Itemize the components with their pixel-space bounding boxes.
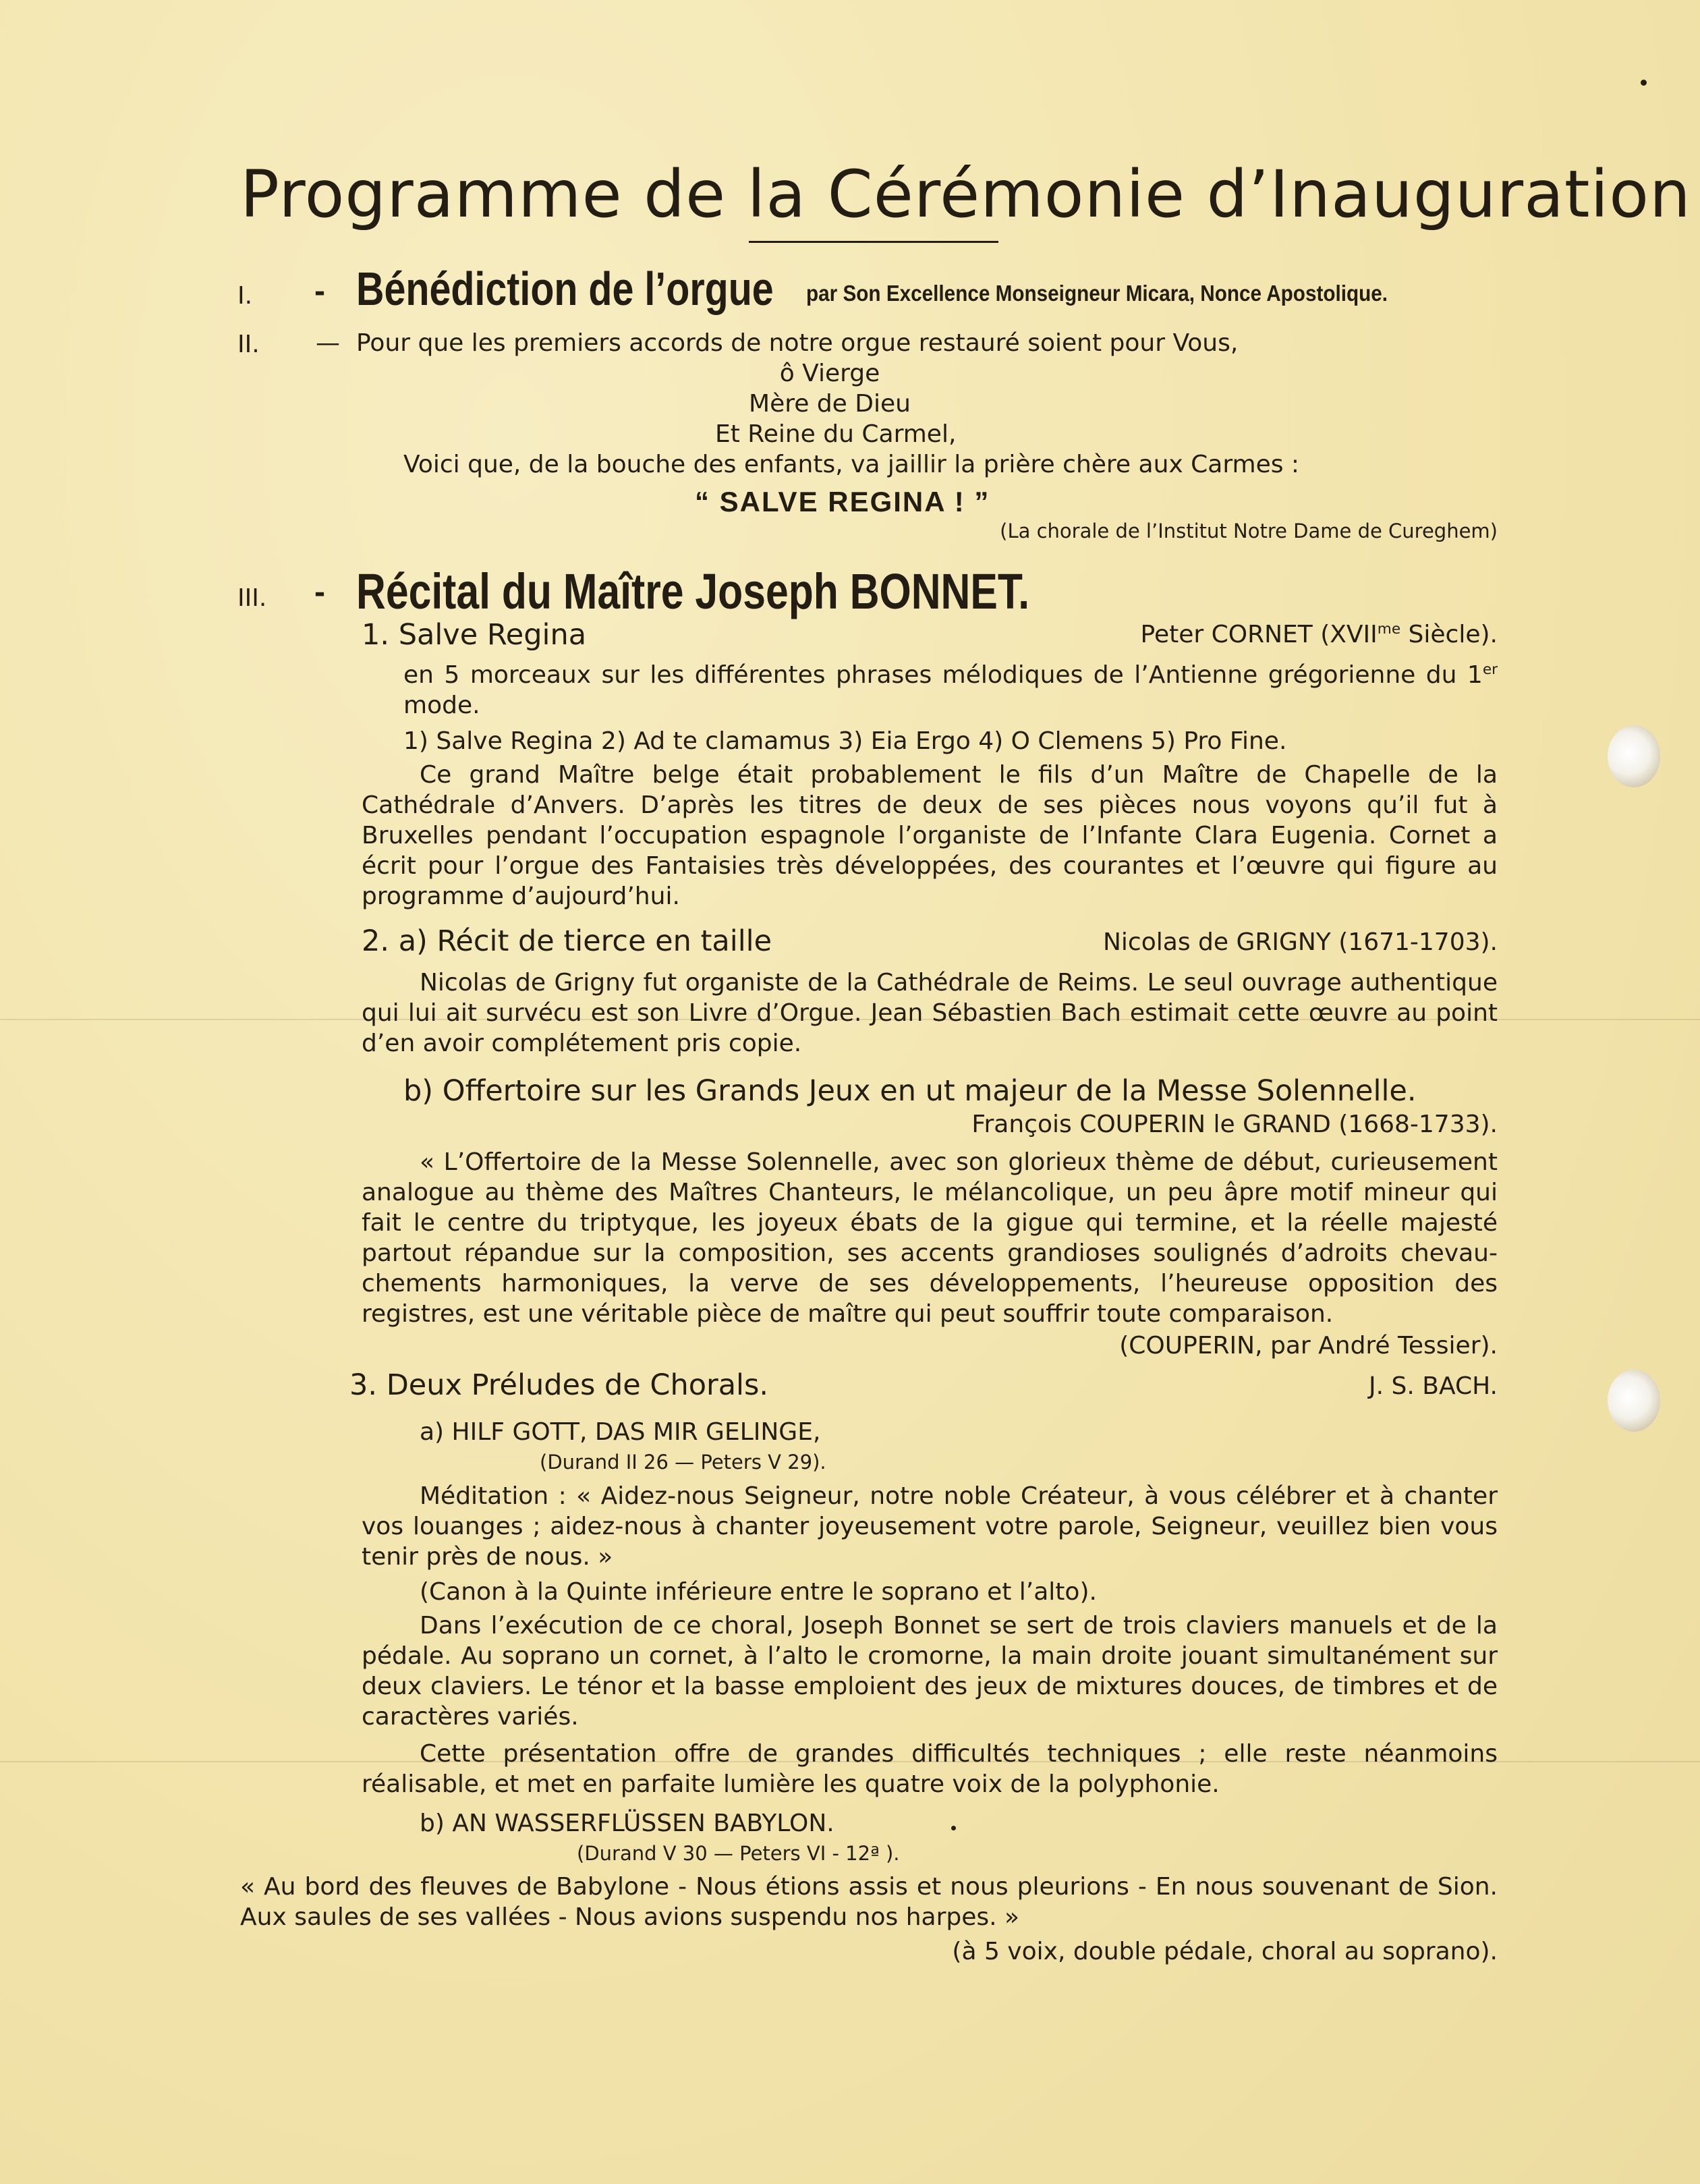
item-3a-execution: Dans l’exécution de ce choral, Joseph Bonnet se sert de trois claviers manuels et de la pédale. Au soprano un cornet, à l’alto le cromorne, la main droite jouant simultanément sur deux claviers. Le ténor et la basse emploient des jeux de mixtures douces, de timbres et de caractères variés. <box>362 1612 1498 1731</box>
item-1-movements: 1) Salve Regina 2) Ad te clamamus 3) Eia Ergo 4) O Clemens 5) Pro Fine. <box>403 727 1287 755</box>
punch-hole <box>1608 725 1660 787</box>
section-3-dash: - <box>314 574 325 610</box>
section-2-line-5: Voici que, de la bouche des enfants, va jaillir la prière chère aux Carmes : <box>403 451 1300 478</box>
section-1-subtitle: par Son Excellence Monseigneur Micara, Nonce Apostolique. <box>806 281 1388 306</box>
section-2-number: II. <box>237 331 260 358</box>
choir-credit: (La chorale de l’Institut Notre Dame de Cureghem) <box>1000 520 1498 542</box>
item-3b-quote: « Au bord des fleuves de Babylone - Nous étions assis et nous pleurions - En nous souvenant de Sion. Aux saules de ses vallées - Nous avions suspendu nos harpes. » <box>240 1873 1498 1931</box>
item-3a-meditation: Méditation : « Aidez-nous Seigneur, notre noble Créateur, à vous célébrer et à chanter vos louanges ; aidez-nous à chanter joyeusement votre parole, Seigneur, veuillez bien vous tenir près de nous. » <box>362 1482 1498 1571</box>
section-2-line-1: Pour que les premiers accords de notre orgue restauré soient pour Vous, <box>356 329 1239 357</box>
ink-dot <box>1641 80 1647 86</box>
item-3a-presentation: Cette présentation offre de grandes difficultés techniques ; elle reste néanmoins réalisable, et met en parfaite lumière les quatre voix de la polyphonie. <box>362 1740 1498 1798</box>
section-2-line-3: Mère de Dieu <box>749 390 911 418</box>
item-1-title: 1. Salve Regina <box>362 618 587 652</box>
item-1-composer: Peter CORNET ($XVII^{me}$ Siècle). <box>1140 621 1498 648</box>
item-3-title: 3. Deux Préludes de Chorals. <box>349 1368 769 1402</box>
section-3-heading: Récital du Maître Joseph BONNET. <box>356 563 1030 619</box>
title-underline <box>749 241 998 243</box>
section-2-line-2: ô Vierge <box>779 360 880 387</box>
item-2b-source: (COUPERIN, par André Tessier). <box>1119 1332 1498 1360</box>
item-1-note: Ce grand Maître belge était probablement le fils d’un Maître de Chapelle de la Cathédrale d’Anvers. D’après les titres de deux de ses pièces nous voyons qu’il fut à Bruxelles pendant l’occupation espagnole l’organiste de l’Infante Clara Eugenia. Cornet a écrit pour l’orgue des Fantaisies très développées, des courantes et l’œuvre qui figure au programme d’aujourd’hui. <box>362 761 1498 910</box>
item-2b-quote: « L’Offertoire de la Messe Solennelle, avec son glorieux thème de début, curieusement analogue au thème des Maîtres Chanteurs, le mélancolique, un peu âpre motif mineur qui fait le centre du triptyque, les joyeux ébats de la gigue qui termine, et la réelle majesté partout répandue sur la composition, ses accents grandioses soulignés d’adroits chevau-chements harmoniques, la verve de ses développements, l’heureuse opposition des registres, est une véritable pièce de maître qui peut souffrir toute comparaison. <box>362 1148 1498 1328</box>
item-1-description: en 5 morceaux sur les différentes phrases mélodiques de l’Antienne grégorienne du 1er mode. <box>403 661 1498 719</box>
section-2-line-4: Et Reine du Carmel, <box>715 420 957 448</box>
page-title: Programme de la Cérémonie d’Inauguration <box>240 157 1691 232</box>
item-3a-reference: (Durand II 26 — Peters V 29). <box>540 1451 826 1474</box>
ink-dot <box>951 1826 956 1830</box>
section-1-heading: Bénédiction de l’orgue <box>356 262 774 315</box>
item-2a-note: Nicolas de Grigny fut organiste de la Cathédrale de Reims. Le seul ouvrage authentique qui lui ait survécu est son Livre d’Orgue. Jean Sébastien Bach estimait cette œuvre au point d’en avoir complétement pris copie. <box>362 969 1498 1057</box>
item-2b-composer: François COUPERIN le GRAND (1668-1733). <box>971 1111 1498 1138</box>
salve-regina-heading: “ SALVE REGINA ! ” <box>695 486 990 517</box>
item-3b-title: b) AN WASSERFLÜSSEN BABYLON. <box>420 1810 834 1837</box>
section-2-dash: — <box>316 329 340 357</box>
item-2a-title: 2. a) Récit de tierce en taille <box>362 924 772 958</box>
section-1-number: I. <box>237 282 253 310</box>
section-1-dash: - <box>314 273 325 309</box>
section-3-number: III. <box>237 584 267 612</box>
punch-hole <box>1608 1370 1660 1432</box>
item-3b-note: (à 5 voix, double pédale, choral au soprano). <box>952 1938 1498 1965</box>
item-2a-composer: Nicolas de GRIGNY (1671-1703). <box>1103 928 1498 956</box>
item-3-composer: J. S. BACH. <box>1369 1372 1498 1400</box>
item-2b-title: b) Offertoire sur les Grands Jeux en ut majeur de la Messe Solennelle. <box>403 1074 1417 1108</box>
item-3a-canon: (Canon à la Quinte inférieure entre le soprano et l’alto). <box>420 1578 1097 1606</box>
item-3b-reference: (Durand V 30 — Peters VI - 12ª ). <box>577 1842 900 1865</box>
item-3a-title: a) HILF GOTT, DAS MIR GELINGE, <box>420 1418 821 1446</box>
